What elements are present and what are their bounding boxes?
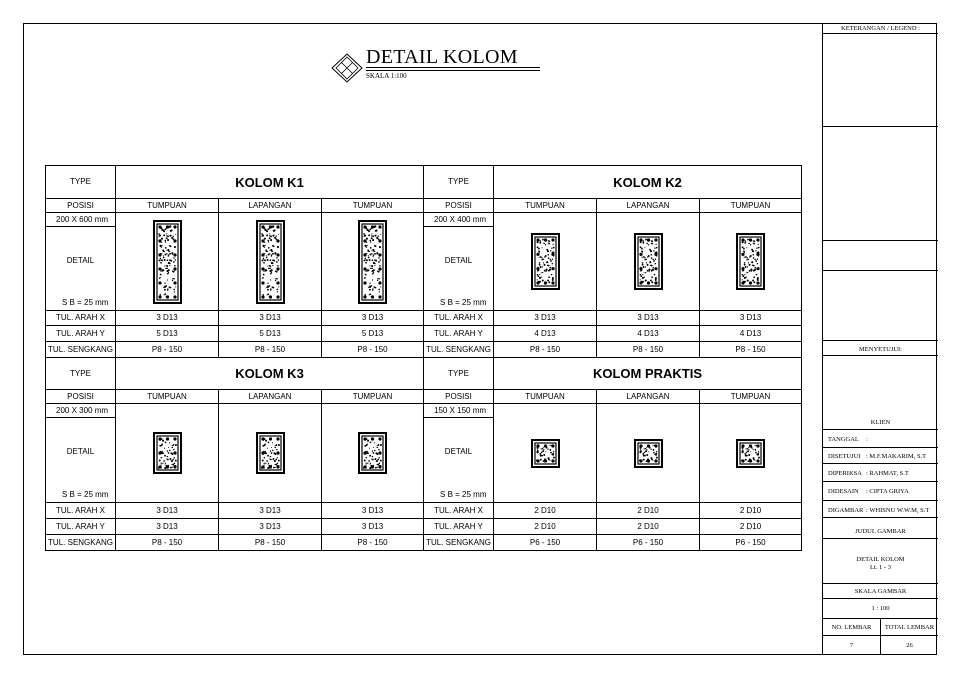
klien-label: KLIEN	[870, 419, 891, 426]
column-name: KOLOM K2	[494, 166, 802, 199]
column-dimension: 200 X 300 mm	[56, 406, 109, 415]
column-section-praktis	[736, 439, 765, 468]
stirrup-value: P8 - 150	[116, 342, 219, 358]
detail-label: DETAIL	[66, 255, 95, 265]
column-dimension: 150 X 150 mm	[434, 406, 487, 415]
column-section-k3	[358, 432, 387, 474]
rebar-value: 3 D13	[700, 311, 802, 326]
posisi-label: POSISI	[424, 199, 494, 213]
section-drawing	[116, 404, 219, 503]
rebar-value: 2 D10	[494, 519, 597, 535]
rebar-value: 3 D13	[597, 311, 700, 326]
drawing-title: DETAIL KOLOM	[366, 46, 518, 68]
arah-x-label: TUL. ARAH X	[424, 503, 494, 519]
section-drawing	[322, 213, 424, 311]
selimut-beton: S B = 25 mm	[440, 490, 487, 499]
rebar-value: 5 D13	[219, 326, 322, 342]
rebar-value: 3 D13	[219, 311, 322, 326]
rebar-value: 3 D13	[322, 311, 424, 326]
column-schedule-table	[45, 165, 802, 551]
column-dimension: 200 X 600 mm	[56, 215, 109, 224]
section-drawing	[700, 213, 802, 311]
diperiksa-row: DIPERIKSA : RAHMAT, S.T	[823, 464, 938, 482]
column-name: KOLOM K1	[116, 166, 424, 199]
rebar-value: 2 D10	[700, 503, 802, 519]
rebar-value: 3 D13	[116, 311, 219, 326]
legend-area	[823, 241, 938, 271]
column-dimension: 200 X 400 mm	[434, 215, 487, 224]
position-label: TUMPUAN	[494, 390, 597, 404]
detail-label: DETAIL	[444, 447, 473, 456]
section-drawing	[700, 404, 802, 503]
stirrup-value: P6 - 150	[597, 535, 700, 551]
legend-area	[823, 271, 938, 341]
column-section-k1	[256, 220, 285, 304]
sengkang-label: TUL. SENGKANG	[424, 342, 494, 358]
lembar-values: 7 26	[849, 642, 913, 649]
rebar-value: 3 D13	[116, 503, 219, 519]
lembar-divider	[880, 619, 881, 655]
column-section-k1	[153, 220, 182, 304]
section-drawing	[219, 213, 322, 311]
rebar-value: 3 D13	[494, 311, 597, 326]
rebar-value: 5 D13	[116, 326, 219, 342]
position-label: TUMPUAN	[322, 390, 424, 404]
skala-value: 1 : 100	[823, 599, 938, 619]
detail-label: DETAIL	[66, 447, 95, 456]
legend-header: KETERANGAN / LEGEND :	[823, 23, 938, 34]
column-section-k3	[256, 432, 285, 474]
digambar-row: DIGAMBAR : WHISNU W.W.M, S.T	[823, 501, 938, 518]
position-label: TUMPUAN	[322, 199, 424, 213]
detail-label-cell	[46, 213, 116, 311]
type-label: TYPE	[424, 358, 494, 390]
skala-label: SKALA GAMBAR	[823, 584, 938, 599]
position-label: TUMPUAN	[700, 390, 802, 404]
arah-y-label: TUL. ARAH Y	[424, 326, 494, 342]
signature-area	[823, 356, 938, 430]
stirrup-value: P6 - 150	[700, 535, 802, 551]
stirrup-value: P8 - 150	[116, 535, 219, 551]
rebar-value: 3 D13	[322, 503, 424, 519]
arah-x-label: TUL. ARAH X	[46, 503, 116, 519]
legend-area	[823, 127, 938, 241]
rebar-value: 5 D13	[322, 326, 424, 342]
menyetujui-label: MENYETUJUI:	[823, 341, 938, 356]
detail-label-cell	[46, 404, 116, 503]
posisi-label: POSISI	[46, 199, 116, 213]
legend-area	[823, 34, 938, 127]
section-drawing	[597, 213, 700, 311]
stirrup-value: P8 - 150	[219, 535, 322, 551]
sengkang-label: TUL. SENGKANG	[46, 342, 116, 358]
column-name: KOLOM K3	[116, 358, 424, 390]
section-drawing	[494, 404, 597, 503]
sengkang-label: TUL. SENGKANG	[424, 535, 494, 551]
arah-y-label: TUL. ARAH Y	[424, 519, 494, 535]
section-drawing	[219, 404, 322, 503]
lembar-header: NO. LEMBAR TOTAL LEMBAR	[823, 619, 938, 636]
rebar-value: 4 D13	[494, 326, 597, 342]
rebar-value: 3 D13	[116, 519, 219, 535]
posisi-label: POSISI	[46, 390, 116, 404]
selimut-beton: S B = 25 mm	[62, 490, 109, 499]
type-label: TYPE	[424, 166, 494, 199]
title-underline	[366, 70, 540, 71]
stirrup-value: P8 - 150	[597, 342, 700, 358]
column-section-praktis	[634, 439, 663, 468]
type-label: TYPE	[46, 358, 116, 390]
column-section-k1	[358, 220, 387, 304]
arah-x-label: TUL. ARAH X	[46, 311, 116, 326]
detail-label: DETAIL	[444, 255, 473, 265]
section-drawing	[597, 404, 700, 503]
arah-y-label: TUL. ARAH Y	[46, 326, 116, 342]
title-underline	[366, 67, 540, 68]
rebar-value: 2 D10	[597, 519, 700, 535]
section-drawing	[116, 213, 219, 311]
rebar-value: 4 D13	[700, 326, 802, 342]
didesain-row: DIDESAIN : CIPTA GRIYA	[823, 482, 938, 501]
selimut-beton: S B = 25 mm	[62, 298, 109, 307]
column-section-k2	[531, 233, 560, 290]
tanggal-row: TANGGAL :	[823, 430, 938, 448]
diamond-logo-icon	[331, 53, 363, 83]
type-label: TYPE	[46, 166, 116, 199]
stirrup-value: P8 - 150	[322, 342, 424, 358]
section-drawing	[494, 213, 597, 311]
rebar-value: 3 D13	[219, 519, 322, 535]
detail-label-cell	[424, 404, 494, 503]
sengkang-label: TUL. SENGKANG	[46, 535, 116, 551]
stirrup-value: P8 - 150	[494, 342, 597, 358]
position-label: LAPANGAN	[597, 390, 700, 404]
judul-value: DETAIL KOLOM Lt. 1 - 3	[823, 539, 938, 584]
rebar-value: 2 D10	[700, 519, 802, 535]
stirrup-value: P8 - 150	[700, 342, 802, 358]
position-label: TUMPUAN	[494, 199, 597, 213]
section-drawing	[322, 404, 424, 503]
detail-label-cell	[424, 213, 494, 311]
rebar-value: 3 D13	[322, 519, 424, 535]
column-name: KOLOM PRAKTIS	[494, 358, 802, 390]
judul-label: JUDUL GAMBAR	[823, 518, 938, 539]
column-section-k3	[153, 432, 182, 474]
drawing-scale: SKALA 1:100	[366, 72, 407, 80]
arah-y-label: TUL. ARAH Y	[46, 519, 116, 535]
rebar-value: 3 D13	[219, 503, 322, 519]
column-section-k2	[736, 233, 765, 290]
column-section-praktis	[531, 439, 560, 468]
selimut-beton: S B = 25 mm	[440, 298, 487, 307]
position-label: LAPANGAN	[597, 199, 700, 213]
title-block-panel	[822, 23, 938, 655]
rebar-value: 2 D10	[597, 503, 700, 519]
position-label: TUMPUAN	[116, 390, 219, 404]
stirrup-value: P8 - 150	[322, 535, 424, 551]
posisi-label: POSISI	[424, 390, 494, 404]
stirrup-value: P8 - 150	[219, 342, 322, 358]
rebar-value: 4 D13	[597, 326, 700, 342]
rebar-value: 2 D10	[494, 503, 597, 519]
arah-x-label: TUL. ARAH X	[424, 311, 494, 326]
position-label: TUMPUAN	[116, 199, 219, 213]
position-label: TUMPUAN	[700, 199, 802, 213]
stirrup-value: P6 - 150	[494, 535, 597, 551]
position-label: LAPANGAN	[219, 390, 322, 404]
column-section-k2	[634, 233, 663, 290]
disetujui-row: DISETUJUI : M.F.MAKARIM, S.T	[823, 448, 938, 464]
position-label: LAPANGAN	[219, 199, 322, 213]
